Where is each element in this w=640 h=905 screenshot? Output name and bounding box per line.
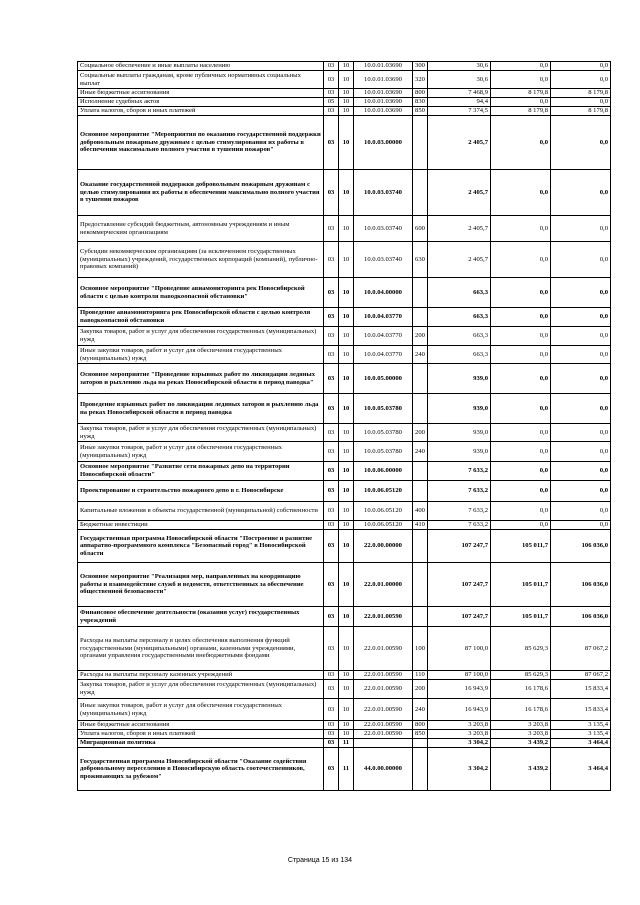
- amount-year1-cell: 87 100,0: [428, 627, 491, 671]
- section-code-cell: 03: [324, 346, 339, 364]
- row-name-cell: Закупка товаров, работ и услуг для обеспечения государственных (муниципальных) нужд: [78, 680, 324, 699]
- amount-year3-cell: 0,0: [551, 62, 611, 71]
- expense-type-cell: 200: [413, 327, 428, 346]
- amount-year3-cell: 0,0: [551, 216, 611, 242]
- expense-type-cell: [413, 170, 428, 216]
- amount-year1-cell: 939,0: [428, 424, 491, 442]
- table-row: [78, 216, 611, 242]
- section-code-cell: 03: [324, 424, 339, 442]
- amount-year1-cell: 939,0: [428, 442, 491, 462]
- row-name-cell: Оказание государственной поддержки добровольным пожарным дружинам с целью стимулирования их работы в обеспечении максимально полного участия в тушении пожаров: [78, 170, 324, 216]
- expense-type-cell: [413, 364, 428, 394]
- section-code-cell: 03: [324, 671, 339, 680]
- target-article-cell: 10.0.03.03740: [354, 216, 413, 242]
- table-body: [78, 62, 611, 791]
- expense-type-cell: 410: [413, 521, 428, 530]
- amount-year1-cell: 7 374,5: [428, 107, 491, 116]
- target-article-cell: 10.0.03.03740: [354, 170, 413, 216]
- amount-year1-cell: 3 304,2: [428, 739, 491, 748]
- row-name-cell: Миграционная политика: [78, 739, 324, 748]
- table-row: [78, 721, 611, 730]
- expense-type-cell: [413, 116, 428, 170]
- subsection-code-cell: 10: [339, 116, 354, 170]
- amount-year3-cell: 3 135,4: [551, 721, 611, 730]
- target-article-cell: 22.0.01.00590: [354, 680, 413, 699]
- amount-year1-cell: 16 943,9: [428, 699, 491, 721]
- subsection-code-cell: 10: [339, 364, 354, 394]
- budget-table: [77, 61, 611, 791]
- amount-year1-cell: 7 468,9: [428, 89, 491, 98]
- section-code-cell: 03: [324, 462, 339, 481]
- amount-year3-cell: 3 464,4: [551, 739, 611, 748]
- amount-year2-cell: 0,0: [491, 394, 551, 424]
- expense-type-cell: 800: [413, 89, 428, 98]
- section-code-cell: 05: [324, 98, 339, 107]
- section-code-cell: 03: [324, 242, 339, 278]
- table-row: [78, 346, 611, 364]
- amount-year2-cell: 0,0: [491, 327, 551, 346]
- target-article-cell: 10.0.04.03770: [354, 327, 413, 346]
- expense-type-cell: 830: [413, 98, 428, 107]
- table-row: [78, 364, 611, 394]
- subsection-code-cell: 10: [339, 89, 354, 98]
- subsection-code-cell: 10: [339, 530, 354, 563]
- row-name-cell: Основное мероприятие "Развитие сети пожарных депо на территории Новосибирской области": [78, 462, 324, 481]
- subsection-code-cell: 10: [339, 170, 354, 216]
- amount-year3-cell: 106 036,0: [551, 530, 611, 563]
- amount-year3-cell: 87 067,2: [551, 671, 611, 680]
- table-row: [78, 627, 611, 671]
- amount-year1-cell: 3 203,8: [428, 730, 491, 739]
- amount-year2-cell: 0,0: [491, 116, 551, 170]
- amount-year3-cell: 0,0: [551, 170, 611, 216]
- target-article-cell: 22.0.01.00590: [354, 721, 413, 730]
- subsection-code-cell: 10: [339, 216, 354, 242]
- amount-year3-cell: 0,0: [551, 71, 611, 89]
- section-code-cell: 03: [324, 563, 339, 607]
- amount-year3-cell: 0,0: [551, 98, 611, 107]
- row-name-cell: Финансовое обеспечение деятельности (оказания услуг) государственных учреждений: [78, 607, 324, 627]
- expense-type-cell: 200: [413, 680, 428, 699]
- subsection-code-cell: 10: [339, 71, 354, 89]
- target-article-cell: 44.0.00.00000: [354, 748, 413, 791]
- table-row: [78, 442, 611, 462]
- table-row: [78, 278, 611, 308]
- row-name-cell: Субсидии некоммерческим организациям (за исключением государственных (муниципальных) учреждений, государственных корпораций (компаний), публично-правовых компаний): [78, 242, 324, 278]
- amount-year1-cell: 663,3: [428, 327, 491, 346]
- table-row: [78, 170, 611, 216]
- target-article-cell: 10.0.06.05120: [354, 502, 413, 521]
- amount-year2-cell: 0,0: [491, 462, 551, 481]
- section-code-cell: 03: [324, 394, 339, 424]
- amount-year2-cell: 0,0: [491, 502, 551, 521]
- amount-year1-cell: 2 405,7: [428, 216, 491, 242]
- expense-type-cell: [413, 607, 428, 627]
- row-name-cell: Иные бюджетные ассигнования: [78, 721, 324, 730]
- expense-type-cell: 240: [413, 442, 428, 462]
- amount-year2-cell: 85 629,3: [491, 627, 551, 671]
- table-row: [78, 680, 611, 699]
- row-name-cell: Иные закупки товаров, работ и услуг для обеспечения государственных (муниципальных) нужд: [78, 699, 324, 721]
- amount-year2-cell: 0,0: [491, 98, 551, 107]
- table-row: [78, 71, 611, 89]
- expense-type-cell: [413, 394, 428, 424]
- table-row: [78, 563, 611, 607]
- expense-type-cell: [413, 563, 428, 607]
- subsection-code-cell: 10: [339, 607, 354, 627]
- table-row: [78, 62, 611, 71]
- amount-year3-cell: 0,0: [551, 242, 611, 278]
- amount-year2-cell: 8 179,8: [491, 107, 551, 116]
- amount-year3-cell: 0,0: [551, 442, 611, 462]
- section-code-cell: 03: [324, 62, 339, 71]
- target-article-cell: 10.0.04.03770: [354, 346, 413, 364]
- target-article-cell: 22.0.01.00590: [354, 607, 413, 627]
- subsection-code-cell: 10: [339, 502, 354, 521]
- target-article-cell: 10.0.05.03780: [354, 394, 413, 424]
- amount-year3-cell: 3 464,4: [551, 748, 611, 791]
- subsection-code-cell: 10: [339, 671, 354, 680]
- amount-year1-cell: 3 304,2: [428, 748, 491, 791]
- amount-year2-cell: 0,0: [491, 278, 551, 308]
- amount-year3-cell: 0,0: [551, 521, 611, 530]
- row-name-cell: Иные закупки товаров, работ и услуг для обеспечения государственных (муниципальных) нужд: [78, 346, 324, 364]
- amount-year1-cell: 107 247,7: [428, 563, 491, 607]
- amount-year2-cell: 3 439,2: [491, 739, 551, 748]
- amount-year3-cell: 106 036,0: [551, 607, 611, 627]
- amount-year2-cell: 16 178,6: [491, 699, 551, 721]
- amount-year1-cell: 30,6: [428, 71, 491, 89]
- subsection-code-cell: 10: [339, 98, 354, 107]
- section-code-cell: 03: [324, 364, 339, 394]
- amount-year2-cell: 3 203,8: [491, 721, 551, 730]
- row-name-cell: Закупка товаров, работ и услуг для обеспечения государственных (муниципальных) нужд: [78, 424, 324, 442]
- expense-type-cell: [413, 308, 428, 327]
- expense-type-cell: [413, 481, 428, 502]
- amount-year3-cell: 87 067,2: [551, 627, 611, 671]
- row-name-cell: Закупка товаров, работ и услуг для обеспечения государственных (муниципальных) нужд: [78, 327, 324, 346]
- amount-year3-cell: 0,0: [551, 462, 611, 481]
- target-article-cell: 10.0.03.03740: [354, 242, 413, 278]
- section-code-cell: 03: [324, 739, 339, 748]
- expense-type-cell: 630: [413, 242, 428, 278]
- amount-year3-cell: 0,0: [551, 278, 611, 308]
- amount-year2-cell: 0,0: [491, 442, 551, 462]
- section-code-cell: 03: [324, 170, 339, 216]
- section-code-cell: 03: [324, 327, 339, 346]
- subsection-code-cell: 10: [339, 680, 354, 699]
- expense-type-cell: [413, 278, 428, 308]
- amount-year3-cell: 106 036,0: [551, 563, 611, 607]
- table-row: [78, 521, 611, 530]
- subsection-code-cell: 10: [339, 627, 354, 671]
- amount-year3-cell: 0,0: [551, 346, 611, 364]
- subsection-code-cell: 10: [339, 346, 354, 364]
- subsection-code-cell: 10: [339, 327, 354, 346]
- row-name-cell: Основное мероприятие "Проведение авиамониторинга рек Новосибирской области с целью контроля паводкоопасной обстановки": [78, 278, 324, 308]
- amount-year1-cell: 94,4: [428, 98, 491, 107]
- amount-year3-cell: 0,0: [551, 424, 611, 442]
- target-article-cell: 10.0.06.05120: [354, 521, 413, 530]
- row-name-cell: Капитальные вложения в объекты государственной (муниципальной) собственности: [78, 502, 324, 521]
- section-code-cell: 03: [324, 721, 339, 730]
- amount-year1-cell: 107 247,7: [428, 607, 491, 627]
- section-code-cell: 03: [324, 699, 339, 721]
- subsection-code-cell: 10: [339, 394, 354, 424]
- amount-year1-cell: 663,3: [428, 308, 491, 327]
- amount-year1-cell: 7 633,2: [428, 462, 491, 481]
- amount-year3-cell: 0,0: [551, 116, 611, 170]
- row-name-cell: Проектирование и строительство пожарного депо в г. Новосибирске: [78, 481, 324, 502]
- section-code-cell: 03: [324, 627, 339, 671]
- amount-year3-cell: 8 179,8: [551, 89, 611, 98]
- expense-type-cell: [413, 462, 428, 481]
- row-name-cell: Расходы на выплаты персоналу в целях обеспечения выполнения функций государственными (муниципальными) органами, казенными учреждениями, органами управления государственными внебюджетными фондами: [78, 627, 324, 671]
- section-code-cell: 03: [324, 481, 339, 502]
- expense-type-cell: [413, 739, 428, 748]
- expense-type-cell: 110: [413, 671, 428, 680]
- target-article-cell: 22.0.01.00590: [354, 627, 413, 671]
- row-name-cell: Иные бюджетные ассигнования: [78, 89, 324, 98]
- section-code-cell: 03: [324, 107, 339, 116]
- target-article-cell: 22.0.01.00000: [354, 563, 413, 607]
- amount-year2-cell: 3 203,8: [491, 730, 551, 739]
- amount-year2-cell: 105 011,7: [491, 563, 551, 607]
- subsection-code-cell: 10: [339, 521, 354, 530]
- expense-type-cell: 850: [413, 107, 428, 116]
- subsection-code-cell: 11: [339, 739, 354, 748]
- table-row: [78, 748, 611, 791]
- table-row: [78, 481, 611, 502]
- amount-year2-cell: 0,0: [491, 308, 551, 327]
- table-row: [78, 116, 611, 170]
- expense-type-cell: 800: [413, 721, 428, 730]
- amount-year2-cell: 0,0: [491, 346, 551, 364]
- target-article-cell: 10.0.01.03690: [354, 62, 413, 71]
- expense-type-cell: 100: [413, 627, 428, 671]
- row-name-cell: Исполнение судебных актов: [78, 98, 324, 107]
- table-row: [78, 242, 611, 278]
- section-code-cell: 03: [324, 89, 339, 98]
- target-article-cell: 10.0.04.00000: [354, 278, 413, 308]
- amount-year3-cell: 15 833,4: [551, 680, 611, 699]
- amount-year2-cell: 0,0: [491, 242, 551, 278]
- table-row: [78, 730, 611, 739]
- amount-year1-cell: 107 247,7: [428, 530, 491, 563]
- subsection-code-cell: 10: [339, 462, 354, 481]
- row-name-cell: Предоставление субсидий бюджетным, автономным учреждениям и иным некоммерческим организациям: [78, 216, 324, 242]
- section-code-cell: 03: [324, 730, 339, 739]
- amount-year1-cell: 663,3: [428, 278, 491, 308]
- amount-year2-cell: 3 439,2: [491, 748, 551, 791]
- amount-year3-cell: 8 179,8: [551, 107, 611, 116]
- amount-year2-cell: 0,0: [491, 62, 551, 71]
- expense-type-cell: 320: [413, 71, 428, 89]
- section-code-cell: 03: [324, 442, 339, 462]
- row-name-cell: Социальные выплаты гражданам, кроме публичных нормативных социальных выплат: [78, 71, 324, 89]
- subsection-code-cell: 10: [339, 481, 354, 502]
- subsection-code-cell: 10: [339, 699, 354, 721]
- amount-year3-cell: 0,0: [551, 502, 611, 521]
- row-name-cell: Проведение взрывных работ по ликвидации ледяных заторов и рыхлению льда на реках Новосибирской области в период паводка: [78, 394, 324, 424]
- section-code-cell: 03: [324, 680, 339, 699]
- amount-year1-cell: 2 405,7: [428, 170, 491, 216]
- amount-year1-cell: 7 633,2: [428, 502, 491, 521]
- section-code-cell: 03: [324, 530, 339, 563]
- section-code-cell: 03: [324, 521, 339, 530]
- row-name-cell: Бюджетные инвестиции: [78, 521, 324, 530]
- expense-type-cell: 300: [413, 62, 428, 71]
- table-row: [78, 394, 611, 424]
- target-article-cell: 22.0.00.00000: [354, 530, 413, 563]
- row-name-cell: Государственная программа Новосибирской области "Оказание содействия добровольному переселению в Новосибирскую область соотечественников, проживающих за рубежом": [78, 748, 324, 791]
- subsection-code-cell: 10: [339, 107, 354, 116]
- target-article-cell: 10.0.01.03690: [354, 107, 413, 116]
- subsection-code-cell: 10: [339, 278, 354, 308]
- section-code-cell: 03: [324, 116, 339, 170]
- table-row: [78, 607, 611, 627]
- amount-year1-cell: 939,0: [428, 364, 491, 394]
- expense-type-cell: 400: [413, 502, 428, 521]
- subsection-code-cell: 10: [339, 308, 354, 327]
- expense-type-cell: 240: [413, 699, 428, 721]
- subsection-code-cell: 10: [339, 424, 354, 442]
- row-name-cell: Расходы на выплаты персоналу казенных учреждений: [78, 671, 324, 680]
- target-article-cell: 10.0.05.00000: [354, 364, 413, 394]
- expense-type-cell: 600: [413, 216, 428, 242]
- amount-year1-cell: 2 405,7: [428, 116, 491, 170]
- page-footer: Страница 15 из 134: [287, 857, 353, 864]
- target-article-cell: 22.0.01.00590: [354, 730, 413, 739]
- table-row: [78, 89, 611, 98]
- target-article-cell: 10.0.03.00000: [354, 116, 413, 170]
- subsection-code-cell: 10: [339, 721, 354, 730]
- amount-year2-cell: 0,0: [491, 71, 551, 89]
- subsection-code-cell: 10: [339, 62, 354, 71]
- amount-year2-cell: 8 179,8: [491, 89, 551, 98]
- amount-year3-cell: 0,0: [551, 327, 611, 346]
- expense-type-cell: [413, 748, 428, 791]
- section-code-cell: 03: [324, 607, 339, 627]
- amount-year3-cell: 15 833,4: [551, 699, 611, 721]
- section-code-cell: 03: [324, 278, 339, 308]
- subsection-code-cell: 10: [339, 242, 354, 278]
- target-article-cell: 10.0.01.03690: [354, 89, 413, 98]
- expense-type-cell: 850: [413, 730, 428, 739]
- amount-year1-cell: 30,6: [428, 62, 491, 71]
- amount-year3-cell: 3 135,4: [551, 730, 611, 739]
- section-code-cell: 03: [324, 216, 339, 242]
- section-code-cell: 03: [324, 502, 339, 521]
- target-article-cell: 22.0.01.00590: [354, 699, 413, 721]
- table-row: [78, 462, 611, 481]
- amount-year2-cell: 0,0: [491, 521, 551, 530]
- row-name-cell: Уплата налогов, сборов и иных платежей: [78, 107, 324, 116]
- section-code-cell: 03: [324, 748, 339, 791]
- row-name-cell: Основное мероприятие "Проведение взрывных работ по ликвидации ледяных заторов и рыхлению льда на реках Новосибирской области в период паводка": [78, 364, 324, 394]
- expense-type-cell: [413, 530, 428, 563]
- amount-year1-cell: 663,3: [428, 346, 491, 364]
- table-row: [78, 327, 611, 346]
- section-code-cell: 03: [324, 308, 339, 327]
- amount-year1-cell: 7 633,2: [428, 521, 491, 530]
- amount-year1-cell: 87 100,0: [428, 671, 491, 680]
- expense-type-cell: 200: [413, 424, 428, 442]
- target-article-cell: 10.0.06.00000: [354, 462, 413, 481]
- table-row: [78, 107, 611, 116]
- table-row: [78, 699, 611, 721]
- row-name-cell: Государственная программа Новосибирской области "Построение и развитие аппаратно-программного комплекса "Безопасный город" в Новосибирской области: [78, 530, 324, 563]
- target-article-cell: 10.0.05.03780: [354, 424, 413, 442]
- amount-year2-cell: 0,0: [491, 424, 551, 442]
- amount-year1-cell: 16 943,9: [428, 680, 491, 699]
- table-row: [78, 424, 611, 442]
- amount-year3-cell: 0,0: [551, 364, 611, 394]
- amount-year3-cell: 0,0: [551, 308, 611, 327]
- row-name-cell: Уплата налогов, сборов и иных платежей: [78, 730, 324, 739]
- section-code-cell: 03: [324, 71, 339, 89]
- amount-year1-cell: 939,0: [428, 394, 491, 424]
- target-article-cell: 22.0.01.00590: [354, 671, 413, 680]
- target-article-cell: 10.0.06.05120: [354, 481, 413, 502]
- expense-type-cell: 240: [413, 346, 428, 364]
- amount-year1-cell: 7 633,2: [428, 481, 491, 502]
- amount-year2-cell: 105 011,7: [491, 530, 551, 563]
- target-article-cell: [354, 739, 413, 748]
- table-row: [78, 98, 611, 107]
- table-row: [78, 530, 611, 563]
- amount-year2-cell: 0,0: [491, 364, 551, 394]
- amount-year1-cell: 3 203,8: [428, 721, 491, 730]
- amount-year2-cell: 16 178,6: [491, 680, 551, 699]
- row-name-cell: Социальное обеспечение и иные выплаты населению: [78, 62, 324, 71]
- amount-year2-cell: 85 629,3: [491, 671, 551, 680]
- amount-year2-cell: 0,0: [491, 170, 551, 216]
- amount-year3-cell: 0,0: [551, 481, 611, 502]
- table-row: [78, 671, 611, 680]
- row-name-cell: Основное мероприятие "Реализация мер, направленных на координацию работы и взаимодействие служб и ведомств, ответственных за обеспечение общественной безопасности": [78, 563, 324, 607]
- amount-year2-cell: 0,0: [491, 481, 551, 502]
- row-name-cell: Иные закупки товаров, работ и услуг для обеспечения государственных (муниципальных) нужд: [78, 442, 324, 462]
- amount-year3-cell: 0,0: [551, 394, 611, 424]
- subsection-code-cell: 10: [339, 730, 354, 739]
- target-article-cell: 10.0.01.03690: [354, 71, 413, 89]
- subsection-code-cell: 10: [339, 563, 354, 607]
- target-article-cell: 10.0.01.03690: [354, 98, 413, 107]
- target-article-cell: 10.0.05.03780: [354, 442, 413, 462]
- amount-year2-cell: 0,0: [491, 216, 551, 242]
- target-article-cell: 10.0.04.03770: [354, 308, 413, 327]
- row-name-cell: Проведение авиамониторинга рек Новосибирской области с целью контроля паводкоопасной обстановки: [78, 308, 324, 327]
- table-row: [78, 308, 611, 327]
- row-name-cell: Основное мероприятие "Мероприятия по оказанию государственной поддержки добровольным пожарным дружинам с целью стимулирования их работы в обеспечении максимально полного участия в тушении пожаров": [78, 116, 324, 170]
- amount-year2-cell: 105 011,7: [491, 607, 551, 627]
- table-row: [78, 739, 611, 748]
- amount-year1-cell: 2 405,7: [428, 242, 491, 278]
- table-row: [78, 502, 611, 521]
- subsection-code-cell: 11: [339, 748, 354, 791]
- subsection-code-cell: 10: [339, 442, 354, 462]
